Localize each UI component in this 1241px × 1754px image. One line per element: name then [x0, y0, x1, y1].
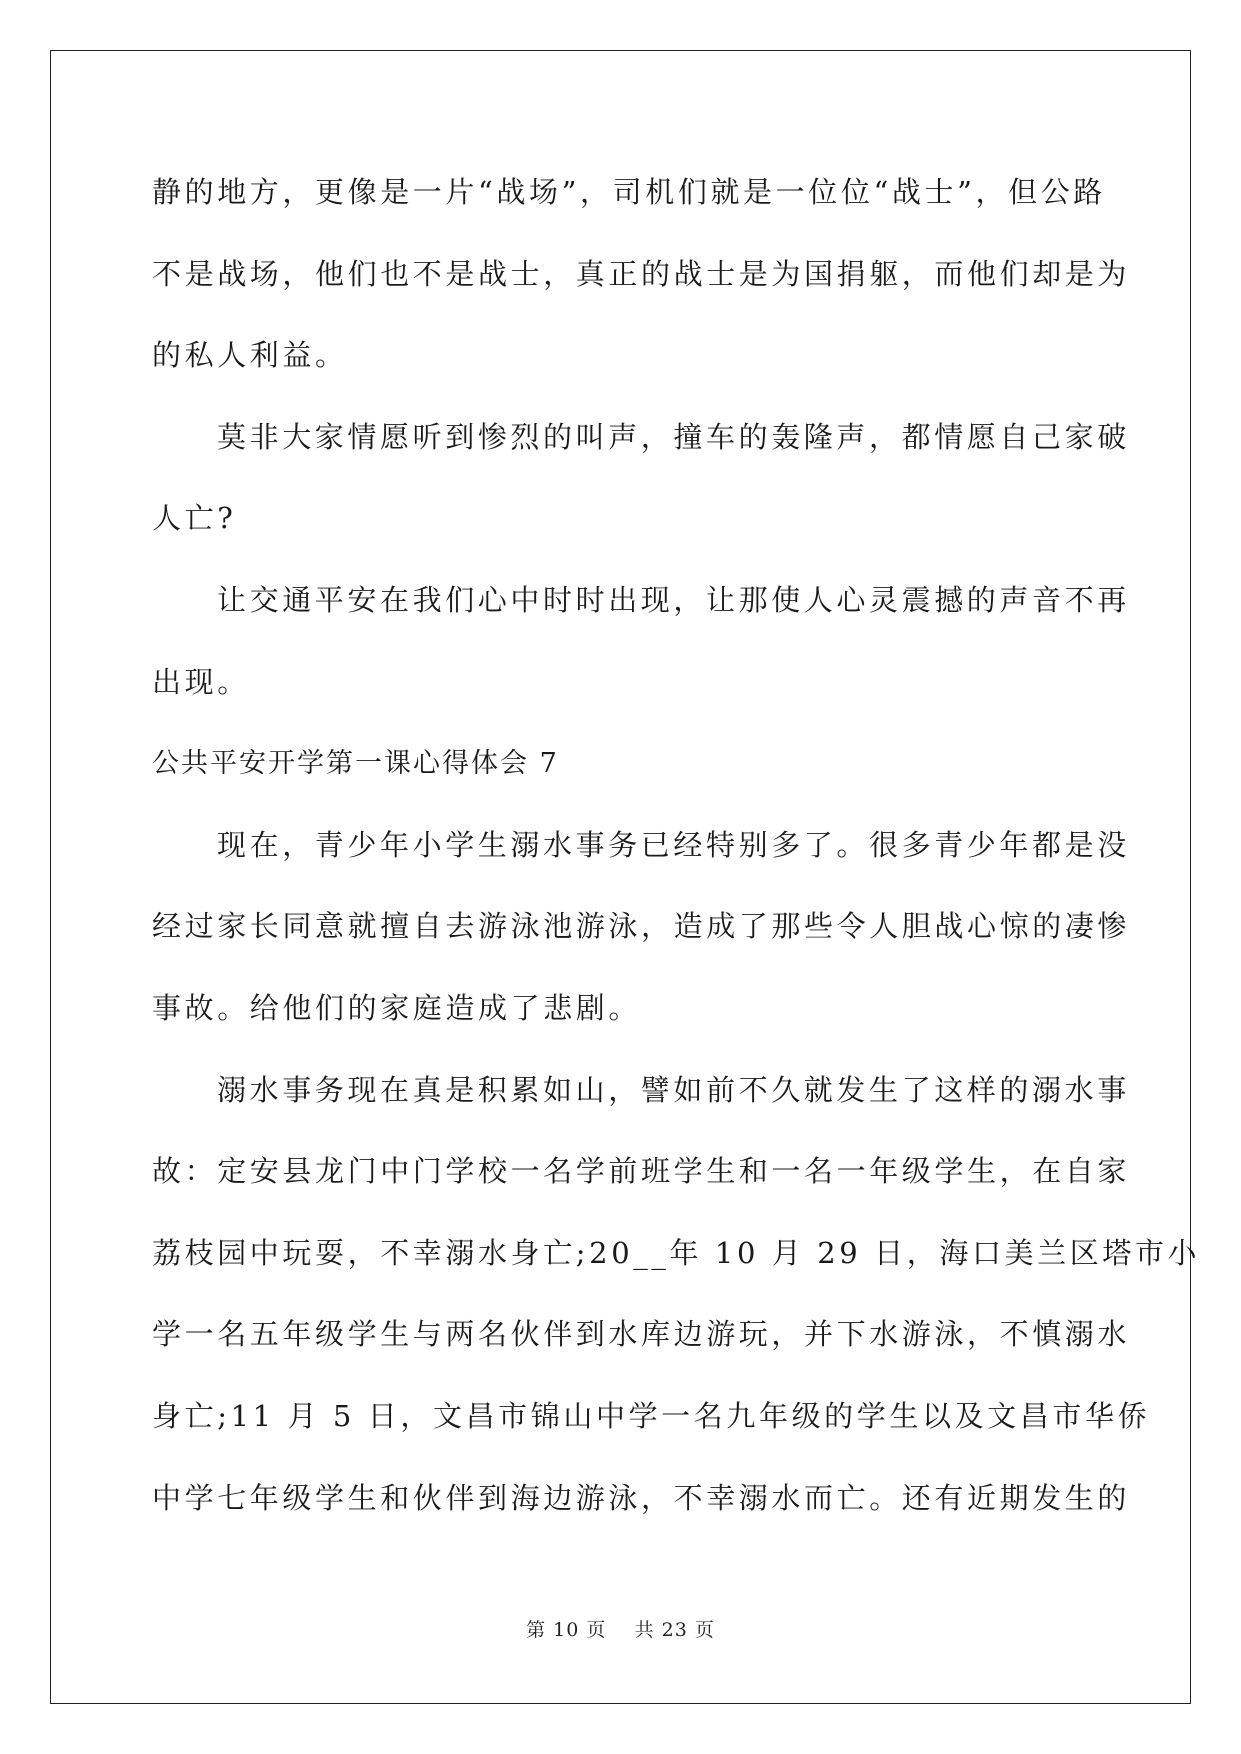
- text-line: 经过家长同意就擅自去游泳池游泳，造成了那些令人胆战心惊的凄惨: [152, 909, 1131, 944]
- text-line: 人亡?: [152, 501, 237, 536]
- text-line: 学一名五年级学生与两名伙伴到水库边游玩，并下水游泳，不慎溺水: [152, 1317, 1131, 1352]
- page-total: 共 23 页: [634, 1619, 715, 1641]
- text-line: 溺水事务现在真是积累如山，譬如前不久就发生了这样的溺水事: [217, 1072, 1130, 1107]
- text-line: 静的地方，更像是一片“战场”，司机们就是一位位“战士”，但公路: [152, 175, 1106, 209]
- text-line: 荔枝园中玩耍，不幸溺水身亡;20__年 10 月 29 日，海口美兰区塔市小: [152, 1235, 1201, 1270]
- text-line: 故：定安县龙门中门学校一名学前班学生和一名一年级学生，在自家: [152, 1154, 1131, 1189]
- text-line: 的私人利益。: [152, 338, 348, 373]
- text-line: 中学七年级学生和伙伴到海边游泳，不幸溺水而亡。还有近期发生的: [152, 1480, 1131, 1515]
- text-line: 莫非大家情愿听到惨烈的叫声，撞车的轰隆声，都情愿自己家破: [217, 419, 1130, 454]
- text-line: 不是战场，他们也不是战士，真正的战士是为国捐躯，而他们却是为: [152, 256, 1131, 291]
- text-line: 出现。: [152, 664, 250, 699]
- page-number: 第 10 页: [526, 1619, 607, 1641]
- text-line: 身亡;11 月 5 日，文昌市锦山中学一名九年级的学生以及文昌市华侨: [152, 1398, 1151, 1433]
- section-heading: 公共平安开学第一课心得体会 7: [152, 748, 559, 780]
- text-line: 让交通平安在我们心中时时出现，让那使人心灵震撼的声音不再: [217, 582, 1130, 617]
- text-line: 现在，青少年小学生溺水事务已经特别多了。很多青少年都是没: [217, 827, 1130, 862]
- page-footer: [0, 1615, 1241, 1642]
- document-body: [152, 152, 1201, 1539]
- text-line: 事故。给他们的家庭造成了悲剧。: [152, 990, 642, 1025]
